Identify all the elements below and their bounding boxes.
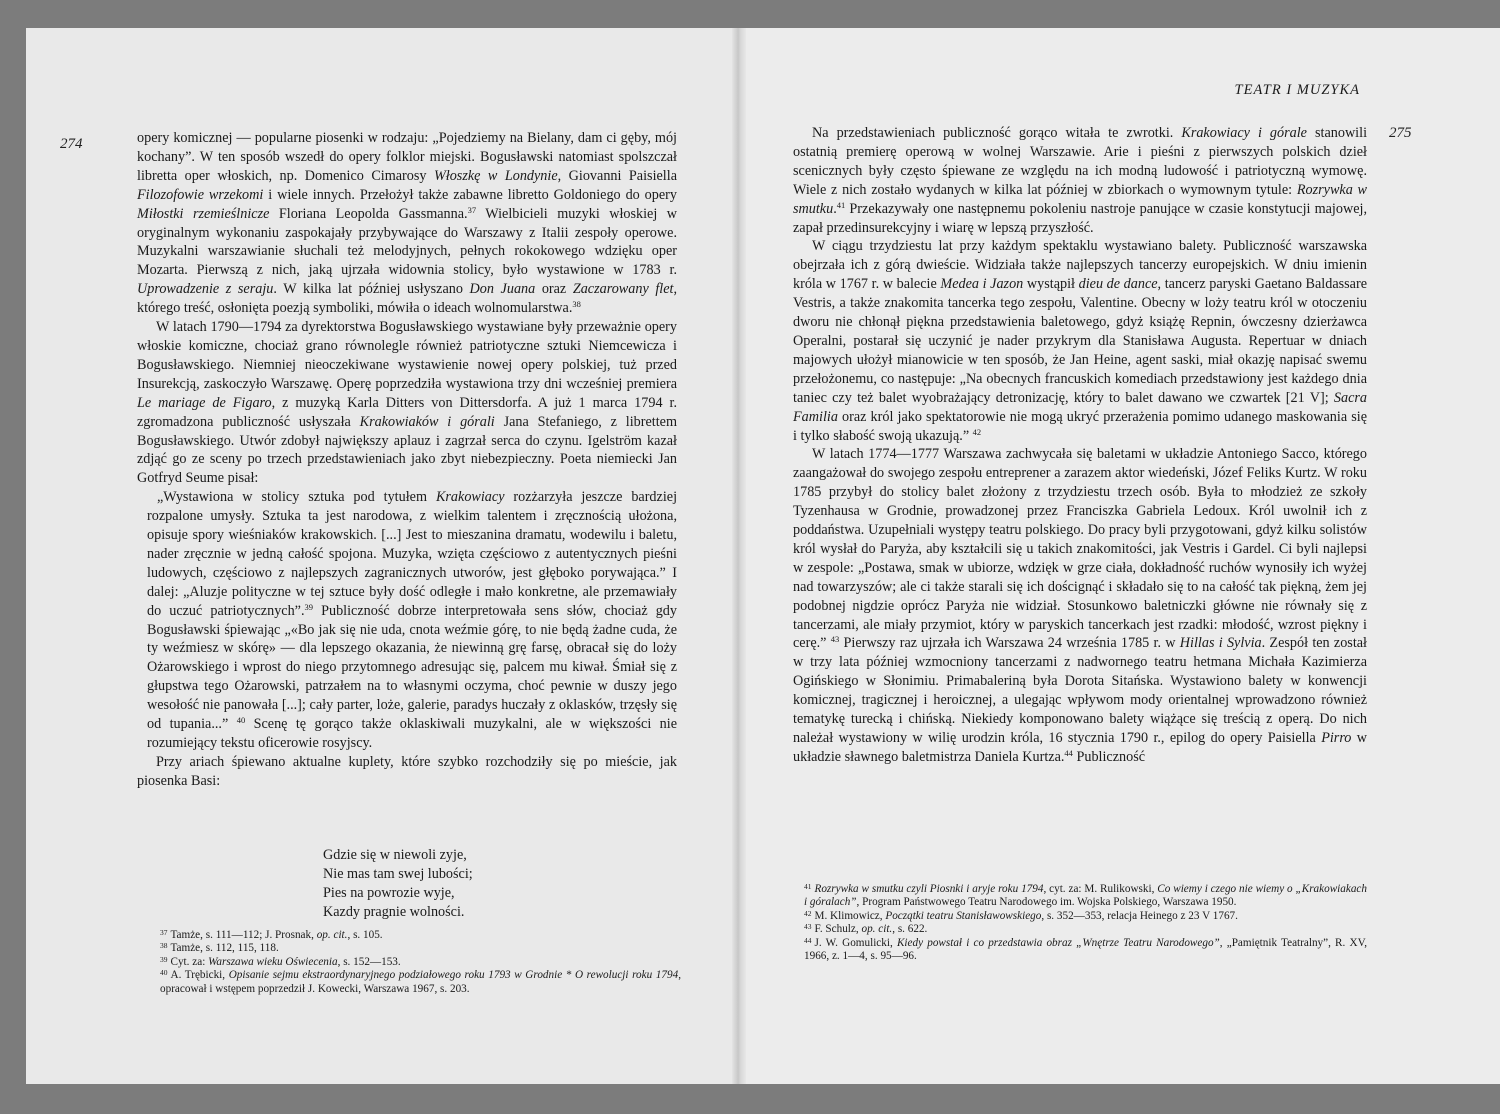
right-footnotes	[790, 883, 1367, 963]
paragraph: opery komicznej — popularne piosenki w rodzaju: „Pojedziemy na Bielany, dam ci gęby, mój kochany”. W ten sposób wszedł do opery folklor miejski. Bogusławski natomiast spolszczał libretta oper włoskich, np. Domenico Cimarosy Włoszkę w Londynie, Giovanni Paisiella Filozofowie wrzekomi i wiele innych. Przełożył także zabawne libretto Goldoniego do opery Miłostki rzemieślnicze Floriana Leopolda Gassmanna.$^{37}$ Wielbicieli muzyki włoskiej w oryginalnym wykonaniu zaspokajały przybywające do Warszawy z Italii zespoły operowe. Muzykalni warszawianie słuchali też melodyjnych, pełnych rokokowego wdzięku oper Mozarta. Pierwszą z nich, jaką ujrzała widownia stolicy, było wystawione w 1783 r. Uprowadzenie z seraju. W kilka lat później usłyszano Don Juana oraz Zaczarowany flet, którego treść, osłonięta poezją symboliki, mówiła o ideach wolnomularstwa.$^{38}$	[137, 130, 678, 317]
right-body-text	[793, 124, 1367, 767]
paragraph: Na przedstawieniach publiczność gorąco witała te zwrotki. Krakowiacy i górale stanowili ostatnią premierę operową w wolnej Warszawie. Arie i pieśni z pierwszych polskich dzieł scenicznych były często śpiewane ze względu na ich modną ludowość i patriotyczną wymowę. Wiele z nich zostało wydanych w kilka lat później w zbiorkach o wymownym tytule: Rozrywka w smutku.$^{41}$ Przekazywały one następnemu pokoleniu nastroje panujące w czasie konstytucji majowej, zapał przedinsurekcyjny i wiarę w lepszą przyszłość.	[793, 125, 1368, 236]
running-head: TEATR I MUZYKA	[1234, 82, 1360, 98]
footnote: $^{40}$ A. Trębicki, Opisanie sejmu ekstraordynaryjnego podziałowego roku 1793 w Grodnie * O rewolucji roku 1794, opracował i wstępem poprzedził J. Kowecki, Warszawa 1967, s. 203.	[160, 968, 681, 995]
right-page-number: 275	[1389, 125, 1412, 141]
poem-line: Kazdy pragnie wolności.	[323, 903, 465, 920]
paragraph: „Wystawiona w stolicy sztuka pod tytułem Krakowiacy rozżarzyła jeszcze bardziej rozpalone umysły. Sztuka ta jest narodowa, z wielkim talentem i zręcznością ułożona, opisuje spory wieśniaków krakowskich. [...] Jest to mieszanina dramatu, wodewilu i baletu, nader zręcznie w jedną całość spojona. Muzyka, wzięta częściowo z autentycznych pieśni ludowych, częściowo z najlepszych zagranicznych utworów, jest głęboko porywająca.” I dalej: „Aluzje polityczne w tej sztuce były dość odległe i mało konkretne, ale przemawiały do uczuć patriotycznych”.$^{39}$ Publiczność dobrze interpretowała sens słów, chociaż gdy Bogusławski śpiewając „«Bo jak się nie uda, cnota weźmie górę, to nie będą żadne cuda, że ty weźmiesz w skórę» — dla lepszego okazania, że niewinną grę farsę, obracał się do loży Ożarowskiego i wprost do niego przytomnego adresując się, palcem mu kiwał. Śmiał się z głupstwa tego Ożarowski, patrzałem na to własnymi oczyma, choć pewnie w duszy jego wesołość nie panowała [...]; cały parter, loże, galerie, paradys huczały z oklasków, trzęsły się od tupania...” $^{40}$ Scenę tę gorąco także oklaskiwali muzykalni, ale w większości nie rozumiejący tekstu oficerowie rosyjscy.	[147, 489, 678, 751]
poem-stanza	[323, 846, 473, 922]
footnote: $^{44}$ J. W. Gomulicki, Kiedy powstał i co przedstawia obraz „Wnętrze Teatru Narodowego”, „Pamiętnik Teatralny”, R. XV, 1966, z. 1—4, s. 95—96.	[804, 935, 1368, 963]
paragraph: W ciągu trzydziestu lat przy każdym spektaklu wystawiano balety. Publiczność warszawska obejrzała ich z górą dwieście. Widziała także najlepszych tancerzy europejskich. W dniu imienin króla w 1767 r. w balecie Medea i Jazon wystąpił dieu de dance, tancerz paryski Gaetano Baldassare Vestris, a także znakomita tancerka tego zespołu, Valentine. Obecny w loży teatru król w otoczeniu dworu nie chłonął piękna przedstawienia baletowego, gdyż książę Repnin, ówczesny dzierżawca Operalni, postarał się uczynić je nader przykrym dla Stanisława Augusta. Repertuar w dniach majowych ułożył mianowicie w ten sposób, że Jan Heine, agent saski, miał okazję napisać swemu przełożonemu, co następuje: „Na obecnych francuskich komediach przedstawiony jest każdego dnia taniec czy też balet wyobrażający detronizację, który to balet dawano we czwartek [21 V]; Sacra Familia oraz król jako spektatorowie nie mogą ukryć przerażenia pomimo udanego maskowania się i tylko słabość swoją ukazują.” $^{42}$	[793, 238, 1368, 444]
book-gutter	[732, 28, 746, 1084]
footnote: $^{37}$ Tamże, s. 111—112; J. Prosnak, op. cit., s. 105.	[160, 928, 383, 941]
poem-line: Pies na powrozie wyje,	[323, 884, 455, 901]
footnote: $^{42}$ M. Klimowicz, Początki teatru Stanisławowskiego, s. 352—353, relacja Heinego z 23 V 1767.	[804, 908, 1238, 922]
paragraph: W latach 1774—1777 Warszawa zachwycała się baletami w układzie Antoniego Sacco, którego zaangażował do swojego zespołu entreprener a zarazem aktor wiedeński, Józef Feliks Kurtz. W roku 1785 przybył do stolicy balet złożony z trzydziestu trzech osób. Była to młodzież ze szkoły Tyzenhausa w Grodnie, prowadzonej przez Franciszka Gabriela Ledoux. Król uwolnił ich z poddaństwa. Uzupełniali występy teatru polskiego. Do pracy byli przygotowani, gdyż kilku solistów król wysłał do Paryża, aby kształcili się u takich znakomitości, jak Vestris i Gardel. Ci byli najlepsi w zespole: „Postawa, smak w ubiorze, wdzięk w grze ciała, dokładność ruchów wynosiły ich wyżej nad towarzyszów; ale ci także starali się ich doścignąć i składało się to na całość tak piękną, żem jej podobnej nigdzie oprócz Paryża nie widział. Stosunkowo baletniczki główne nie równały się z tancerzami, ale miały przymiot, który w paryskich tancerkach jest rzadki: młodość, wzrost piękny i cerę.” $^{43}$ Pierwszy raz ujrzała ich Warszawa 24 września 1785 r. w Hillas i Sylvia. Zespół ten został w trzy lata później wzmocniony tancerzami z nadwornego teatru hetmana Michała Kazimierza Ogińskiego w Słonimiu. Primabaleriną była Dorota Sitańska. Wystawiono balety w konwencji komicznej, tragicznej i heroicznej, a ulegając wpływom mody orientalnej wprowadzono również tematykę turecką i chińską. Niekiedy komponowano balety wiążące się treścią z operą. Do nich należał wystawiony w wilię urodzin króla, 16 stycznia 1790 r., epilog do opery Paisiella Pirro w układzie sławnego baletmistrza Daniela Kurtza.$^{44}$ Publiczność	[793, 446, 1368, 765]
poem-line: Nie mas tam swej lubości;	[323, 865, 473, 882]
poem-line: Gdzie się w niewoli zyje,	[323, 847, 467, 863]
left-page-number: 274	[60, 136, 83, 152]
left-footnotes	[146, 929, 681, 996]
left-body-text	[137, 129, 677, 791]
footnote: $^{41}$ Rozrywka w smutku czyli Piosnki i aryje roku 1794, cyt. za: M. Rulikowski, Co wiemy i czego nie wiemy o „Krakowiakach i góralach”, Program Państwowego Teatru Narodowego im. Wojska Polskiego, Warszawa 1950.	[804, 882, 1367, 909]
paragraph: W latach 1790—1794 za dyrektorstwa Bogusławskiego wystawiane były przeważnie opery włoskie komiczne, chociaż grano równolegle również patriotyczne sztuki Niemcewicza i Bogusławskiego. Niemniej nieoczekiwane wystawienie nowej opery polskiej, tuż przed Insurekcją, zaskoczyło Warszawę. Operę poprzedziła wystawiona trzy dni wcześniej premiera Le mariage de Figaro, z muzyką Karla Ditters von Dittersdorfa. A już 1 marca 1794 r. zgromadzona publiczność usłyszała Krakowiaków i górali Jana Stefaniego, z librettem Bogusławskiego. Utwór zdobył największy aplauz i zagrzał serca do czynu. Igelström kazał zdjąć go ze sceny po trzech przedstawieniach jako zbyt niebezpieczny. Poeta niemiecki Jan Gotfryd Seume pisał:	[137, 319, 677, 487]
footnote: $^{38}$ Tamże, s. 112, 115, 118.	[160, 941, 279, 955]
paragraph: Przy ariach śpiewano aktualne kuplety, które szybko rozchodziły się po mieście, jak piosenka Basi:	[137, 753, 677, 789]
footnote: $^{43}$ F. Schulz, op. cit., s. 622.	[804, 922, 928, 936]
footnote: $^{39}$ Cyt. za: Warszawa wieku Oświecenia, s. 152—153.	[160, 954, 401, 968]
